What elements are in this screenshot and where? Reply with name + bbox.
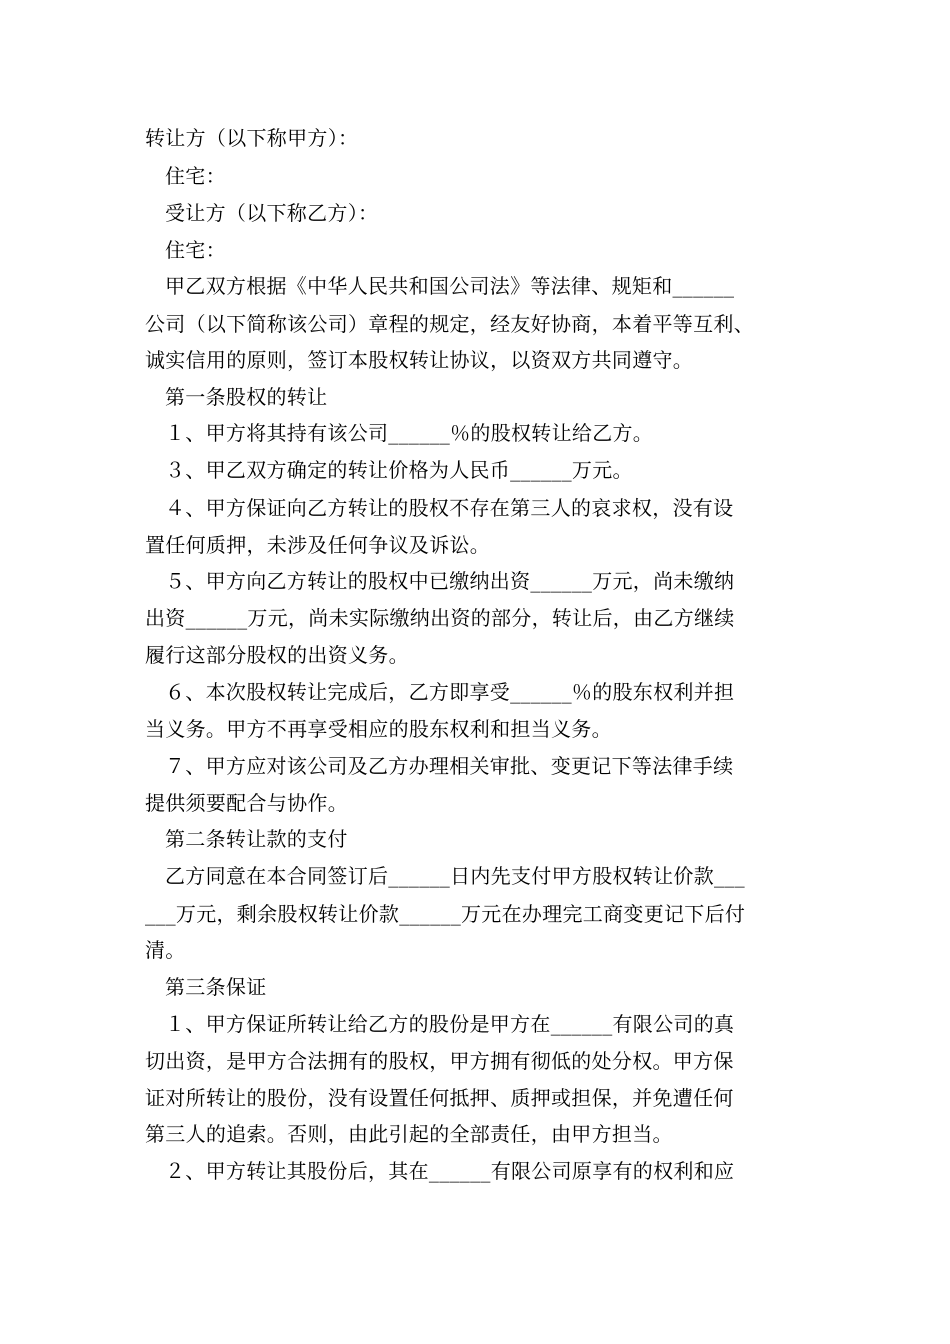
article-2-line-3: 清。 (145, 938, 186, 962)
preamble-line-2: 公司（以下简称该公司）章程的规定，经友好协商，本着平等互利、 (145, 312, 754, 336)
party-a-label: 转让方（以下称甲方）： (145, 126, 359, 150)
preamble-line-3: 诚实信用的原则，签订本股权转让协议，以资双方共同遵守。 (145, 348, 694, 372)
article-3-item-1-line-2: 切出资，是甲方合法拥有的股权，甲方拥有彻低的处分权。甲方保 (145, 1049, 734, 1073)
article-1-item-5-line-2: 出资______万元，尚未实际缴纳出资的部分，转让后，由乙方继续 (145, 606, 735, 630)
article-3-heading: 第三条保证 (165, 975, 267, 999)
preamble-line-1: 甲乙双方根据《中华人民共和国公司法》等法律、规矩和______ (165, 274, 735, 298)
party-b-label: 受让方（以下称乙方）： (165, 201, 379, 225)
article-1-item-7-line-2: 提供须要配合与协作。 (145, 791, 348, 815)
article-1-item-5-line-1: ５、甲方向乙方转让的股权中已缴纳出资______万元，尚未缴纳 (165, 569, 735, 593)
article-3-item-1-line-3: 证对所转让的股份，没有设置任何抵押、质押或担保，并免遭任何 (145, 1086, 734, 1110)
article-2-line-1: 乙方同意在本合同签订后______日内先支付甲方股权转让价款___ (165, 864, 745, 888)
article-1-heading: 第一条股权的转让 (165, 385, 328, 409)
article-1-item-7-line-1: ７、甲方应对该公司及乙方办理相关审批、变更记下等法律手续 (165, 754, 734, 778)
article-1-item-6-line-1: ６、本次股权转让完成后，乙方即享受______％的股东权利并担 (165, 680, 735, 704)
article-3-item-1-line-4: 第三人的追索。否则，由此引起的全部责任，由甲方担当。 (145, 1122, 673, 1146)
article-2-line-2: ___万元，剩余股权转让价款______万元在办理完工商变更记下后付 (145, 902, 746, 926)
article-1-item-4-line-2: 置任何质押，未涉及任何争议及诉讼。 (145, 533, 491, 557)
party-b-address-label: 住宅： (165, 238, 226, 262)
article-1-item-6-line-2: 当义务。甲方不再享受相应的股东权利和担当义务。 (145, 717, 612, 741)
article-1-item-1: １、甲方将其持有该公司______％的股权转让给乙方。 (165, 421, 654, 445)
article-3-item-2-line-1: ２、甲方转让其股份后，其在______有限公司原享有的权利和应 (165, 1159, 735, 1183)
party-a-address-label: 住宅： (165, 164, 226, 188)
article-1-item-5-line-3: 履行这部分股权的出资义务。 (145, 643, 409, 667)
article-1-item-4-line-1: ４、甲方保证向乙方转让的股权不存在第三人的哀求权，没有设 (165, 496, 734, 520)
article-3-item-1-line-1: １、甲方保证所转让给乙方的股份是甲方在______有限公司的真 (165, 1012, 735, 1036)
article-1-item-3: ３、甲乙双方确定的转让价格为人民币______万元。 (165, 458, 633, 482)
article-2-heading: 第二条转让款的支付 (165, 827, 348, 851)
